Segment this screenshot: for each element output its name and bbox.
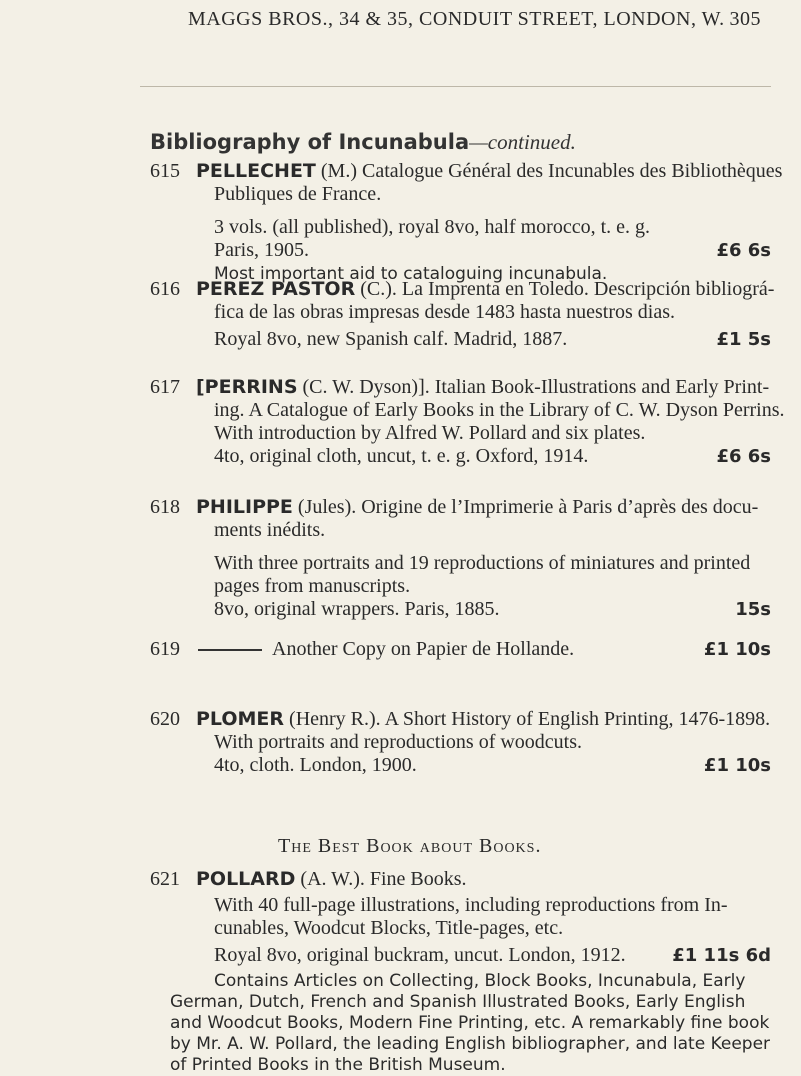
entry-line: Publiques de France.	[214, 183, 382, 205]
entry-imprint-text: Royal 8vo, new Spanish calf. Madrid, 1887.	[214, 328, 568, 350]
entry-615	[150, 160, 783, 285]
entry-headline	[196, 278, 775, 301]
entry-number: 618	[150, 496, 180, 518]
running-head	[188, 8, 761, 31]
entry-imprint-text: Paris, 1905.	[214, 239, 309, 261]
entry-headline	[196, 868, 771, 891]
entry-line: 3 vols. (all published), royal 8vo, half morocco, t. e. g.	[214, 216, 651, 238]
header-rule	[140, 86, 771, 87]
entry-price: £1 10s	[703, 755, 771, 776]
entry-number: 617	[150, 376, 180, 398]
entry-line: With 40 full-page illustrations, including reproductions from In-	[214, 894, 728, 916]
entry-imprint-text: 4to, original cloth, uncut, t. e. g. Oxford, 1914.	[214, 445, 589, 467]
entry-line: With introduction by Alfred W. Pollard and six plates.	[214, 422, 646, 444]
entry-author: PLOMER	[196, 708, 285, 730]
entry-620	[150, 708, 771, 777]
entry-imprint	[214, 328, 771, 351]
entry-line: With portraits and reproductions of woodcuts.	[214, 731, 583, 753]
section-caption: The Best Book about Books.	[278, 835, 542, 857]
entry-price: £1 10s	[703, 639, 771, 660]
entry-author: POLLARD	[196, 868, 296, 890]
entry-author: [PERRINS	[196, 376, 298, 398]
entry-title: (C. W. Dyson)]. Italian Book-Illustrations and Early Print-	[297, 376, 770, 398]
section-continued: —continued.	[469, 130, 576, 154]
entry-price: £6 6s	[716, 446, 771, 467]
entry-note: Contains Articles on Collecting, Block Books, Incunabula, Early German, Dutch, French and Spanish Illustrated Books, Early English and Woodcut Books, Modern Fine Printing, etc. A remarkably fine book by Mr. A. W. Pollard, the leading English bibliographer, and late Keeper of Printed Books in the British Museum.	[170, 971, 771, 1075]
entry-imprint	[214, 445, 771, 468]
entry-619	[150, 638, 771, 661]
entry-number: 616	[150, 278, 180, 300]
entry-number: 615	[150, 160, 180, 182]
entry-author: PHILIPPE	[196, 496, 293, 518]
entry-title: Another Copy on Papier de Hollande.	[272, 638, 575, 660]
entry-imprint-text: 8vo, original wrappers. Paris, 1885.	[214, 598, 500, 620]
entry-author: PEREZ PASTOR	[196, 278, 356, 300]
entry-headline	[196, 496, 771, 519]
entry-imprint	[214, 598, 771, 621]
entry-imprint	[214, 944, 771, 967]
entry-title: (Jules). Origine de l’Imprimerie à Paris d’après des docu-	[292, 496, 759, 518]
entry-price: 15s	[735, 599, 771, 620]
entry-621	[150, 868, 771, 1076]
entry-616	[150, 278, 775, 351]
entry-title: (Henry R.). A Short History of English Printing, 1476-1898.	[284, 708, 771, 730]
entry-title: (C.). La Imprenta en Toledo. Descripción bibliográ-	[355, 278, 775, 300]
entry-line: cunables, Woodcut Blocks, Title-pages, etc.	[214, 917, 564, 939]
entry-headline	[196, 708, 771, 731]
entry-price: £1 11s 6d	[672, 945, 771, 966]
entry-imprint-text: 4to, cloth. London, 1900.	[214, 754, 417, 776]
entry-617	[150, 376, 785, 468]
entry-author: PELLECHET	[196, 160, 316, 182]
entry-headline	[188, 638, 771, 661]
entry-618	[150, 496, 771, 621]
entry-imprint-text: Royal 8vo, original buckram, uncut. London, 1912.	[214, 944, 626, 966]
entry-line: pages from manuscripts.	[214, 575, 411, 597]
entry-price: £1 5s	[716, 329, 771, 350]
section-title-text: Bibliography of Incunabula	[150, 130, 470, 154]
entry-title: (A. W.). Fine Books.	[295, 868, 467, 890]
entry-number: 621	[150, 868, 180, 890]
entry-imprint	[214, 239, 771, 262]
entry-number: 619	[150, 638, 180, 660]
entry-line: ing. A Catalogue of Early Books in the Library of C. W. Dyson Perrins.	[214, 399, 785, 421]
entry-line: ments inédits.	[214, 519, 326, 541]
section-title	[150, 130, 576, 155]
entry-title: (M.) Catalogue Général des Incunables des Bibliothèques	[315, 160, 783, 182]
entry-price: £6 6s	[716, 240, 771, 261]
page-number: 305	[729, 8, 761, 30]
entry-number: 620	[150, 708, 180, 730]
ditto-dash	[198, 649, 262, 651]
entry-headline	[196, 376, 771, 399]
entry-line: With three portraits and 19 reproductions of miniatures and printed	[214, 552, 751, 574]
running-head-text: MAGGS BROS., 34 & 35, CONDUIT STREET, LONDON, W.	[188, 8, 725, 30]
entry-headline	[196, 160, 783, 183]
entry-note: Most important aid to cataloguing incunabula.	[214, 264, 608, 284]
entry-line: fica de las obras impresas desde 1483 hasta nuestros dias.	[214, 301, 675, 323]
entry-imprint	[214, 754, 771, 777]
